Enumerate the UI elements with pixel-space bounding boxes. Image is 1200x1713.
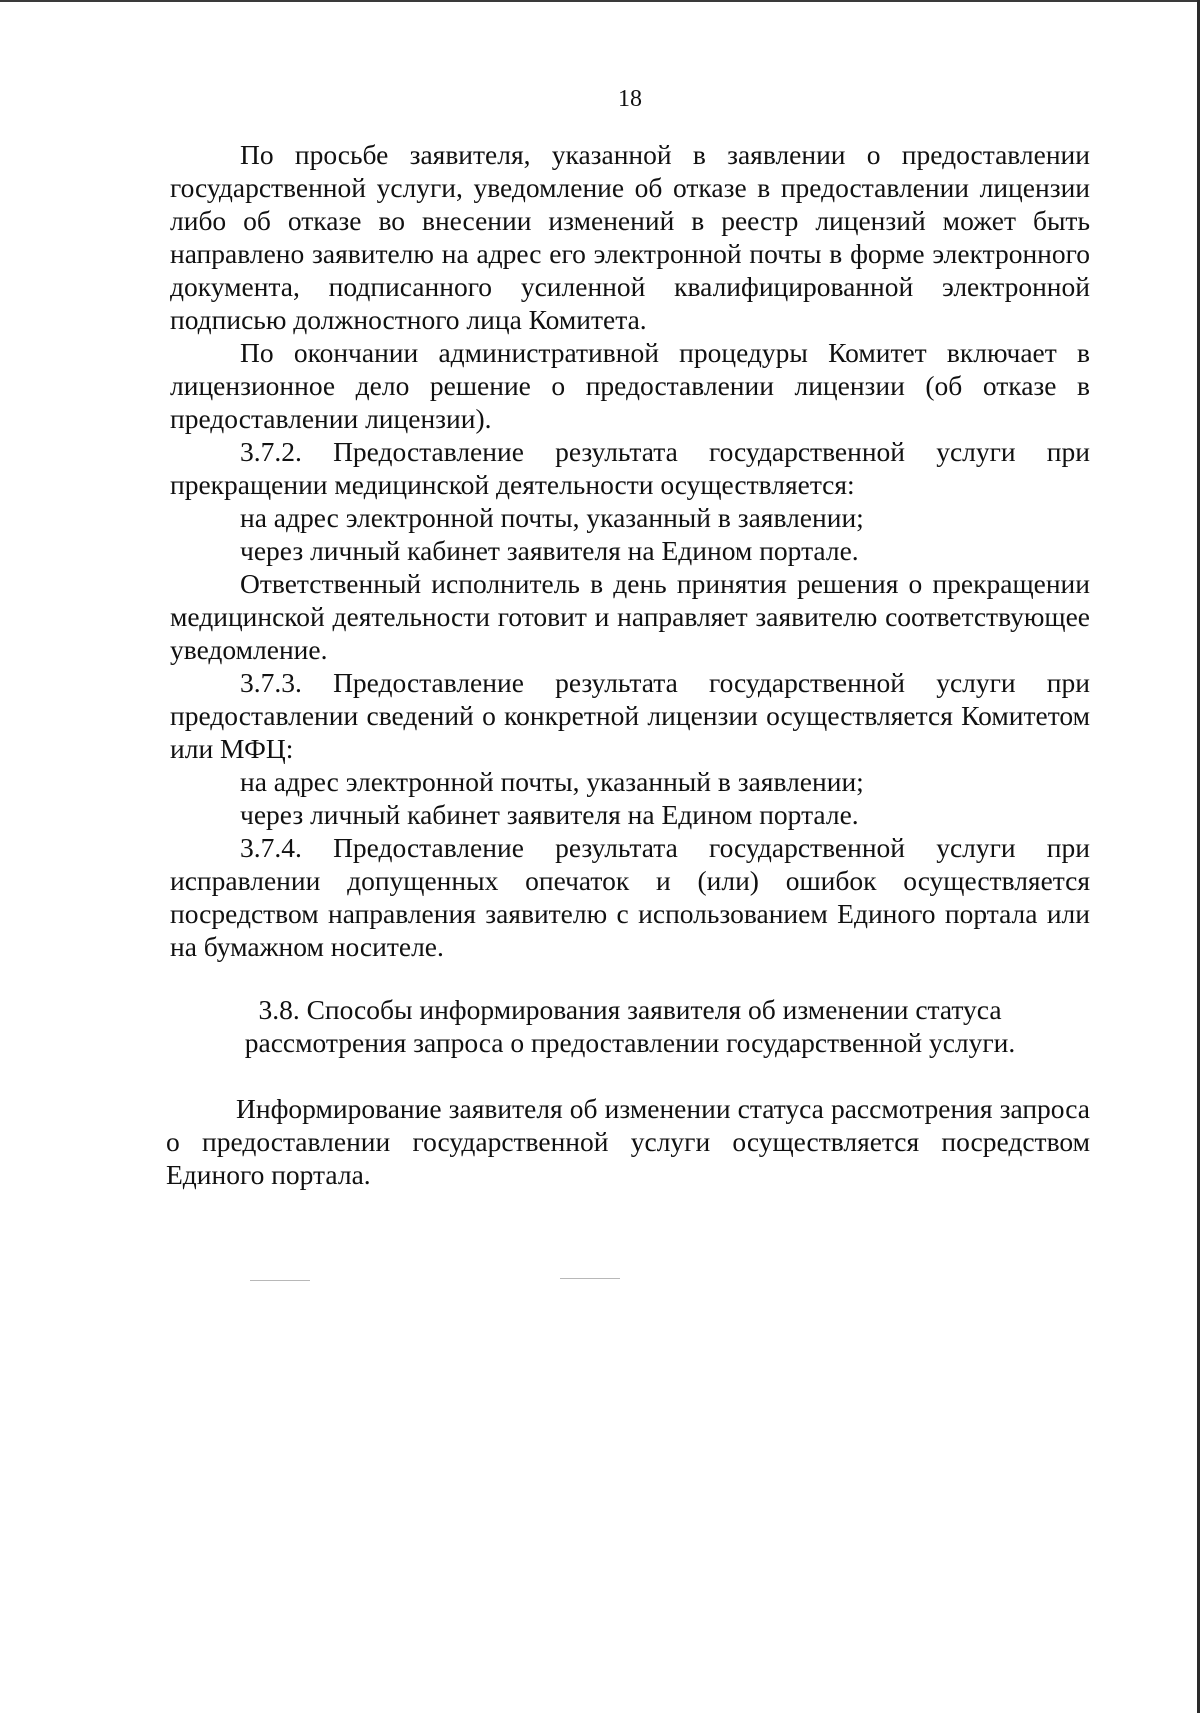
scan-speck (560, 1278, 620, 1279)
paragraph-3-7-3: 3.7.3. Предоставление результата государственной услуги при предоставлении сведений о конкретной лицензии осуществляется Комитетом или МФЦ: (170, 667, 1090, 764)
scan-speck (250, 1280, 310, 1281)
paragraph-executor: Ответственный исполнитель в день принятия решения о прекращении медицинской деятельности готовит и направляет заявителю соответствующее уведомление. (170, 568, 1090, 665)
heading-line-1: 3.8. Способы информирования заявителя об изменении статуса (258, 994, 1002, 1025)
page-number: 18 (618, 86, 642, 112)
paragraph-3-7-4: 3.7.4. Предоставление результата государственной услуги при исправлении допущенных опечаток и (или) ошибок осуществляется посредством направления заявителю с использованием Единого портала или на бумажном носителе. (170, 832, 1090, 962)
list-item-email: на адрес электронной почты, указанный в заявлении; (240, 502, 864, 533)
list-item-email-2: на адрес электронной почты, указанный в заявлении; (240, 766, 864, 797)
document-body-closing (166, 1092, 1090, 1191)
paragraph-refusal-notice: По просьбе заявителя, указанной в заявлении о предоставлении государственной услуги, уведомление об отказе в предоставлении лицензии либо об отказе во внесении изменений в реестр лицензий может быть направлено заявителю на адрес его электронной почты в форме электронного документа, подписанного усиленной квалифицированной электронной подписью должностного лица Комитета. (170, 139, 1090, 335)
list-item-cabinet: через личный кабинет заявителя на Едином портале. (240, 535, 859, 566)
scan-edge-top (0, 0, 1200, 2)
list-item-cabinet-2: через личный кабинет заявителя на Едином портале. (240, 799, 859, 830)
section-heading-3-8 (170, 993, 1090, 1059)
paragraph-informing: Информирование заявителя об изменении статуса рассмотрения запроса о предоставлении государственной услуги осуществляется посредством Единого портала. (166, 1093, 1090, 1190)
paragraph-3-7-2: 3.7.2. Предоставление результата государственной услуги при прекращении медицинской деятельности осуществляется: (170, 436, 1090, 500)
heading-line-2: рассмотрения запроса о предоставлении государственной услуги. (244, 1027, 1016, 1058)
document-body (170, 138, 1090, 963)
paragraph-procedure-end: По окончании административной процедуры Комитет включает в лицензионное дело решение о предоставлении лицензии (об отказе в предоставлении лицензии). (170, 337, 1090, 434)
